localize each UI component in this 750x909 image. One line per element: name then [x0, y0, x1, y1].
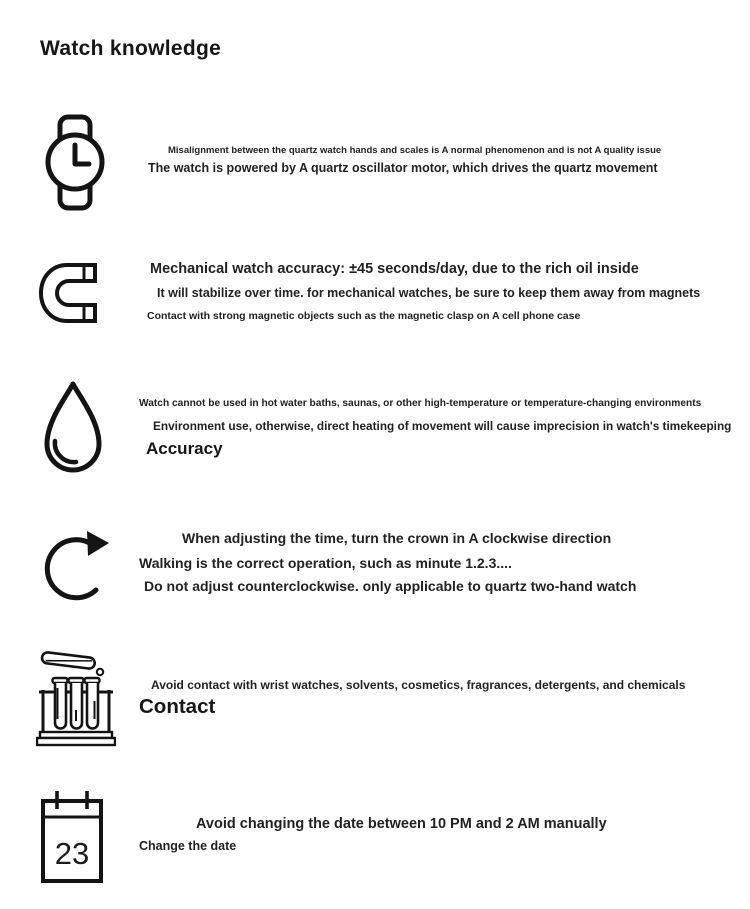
water-drop-icon	[42, 380, 104, 479]
watch-icon	[45, 114, 105, 211]
note-line: Change the date	[139, 839, 237, 853]
note-line: Walking is the correct operation, such as minute 1.2.3....	[139, 555, 512, 571]
clockwise-arrow-icon	[40, 525, 112, 609]
note-line: The watch is powered by A quartz oscillator motor, which drives the quartz movement	[148, 161, 658, 175]
section-heading: Accuracy	[146, 439, 223, 458]
note-line: Misalignment between the quartz watch hands and scales is A normal phenomenon and is not A quality issue	[168, 145, 662, 156]
calendar-icon	[40, 788, 104, 885]
note-line: When adjusting the time, turn the crown in A clockwise direction	[182, 530, 612, 546]
note-line: Environment use, otherwise, direct heating of movement will cause imprecision in watch's timekeeping	[153, 419, 732, 433]
note-line: Watch cannot be used in hot water baths, saunas, or other high-temperature or temperature-changing environments	[139, 398, 702, 409]
note-line: Do not adjust counterclockwise. only applicable to quartz two-hand watch	[144, 578, 637, 594]
note-line: Avoid contact with wrist watches, solvents, cosmetics, fragrances, detergents, and chemicals	[151, 678, 686, 692]
note-line: Contact with strong magnetic objects such as the magnetic clasp on A cell phone case	[147, 310, 581, 322]
page-title: Watch knowledge	[40, 37, 222, 60]
calendar-day: 23	[54, 836, 90, 871]
magnet-icon	[39, 262, 97, 324]
note-line: Avoid changing the date between 10 PM and 2 AM manually	[196, 816, 607, 832]
chemicals-icon	[36, 644, 116, 747]
section-heading: Contact	[139, 695, 216, 718]
note-line: Mechanical watch accuracy: ±45 seconds/day, due to the rich oil inside	[150, 261, 639, 277]
note-line: It will stabilize over time. for mechanical watches, be sure to keep them away from magnets	[157, 286, 701, 300]
